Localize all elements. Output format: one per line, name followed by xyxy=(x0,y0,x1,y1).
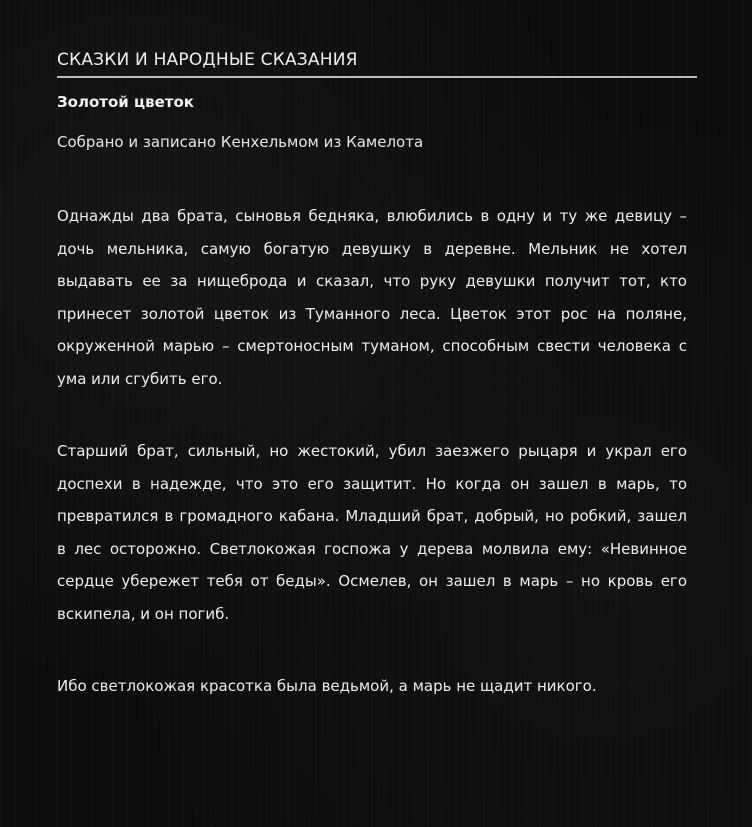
story-paragraph-1: Однажды два брата, сыновья бедняка, влюбились в одну и ту же девицу – дочь мельника, самую богатую девушку в деревне. Мельник не хотел выдавать ее за нищеброда и сказал, что руку девушки получит тот, кто принесет золотой цветок из Туманного леса. Цветок этот рос на поляне, окруженной марью – смертоносным туманом, способным свести человека с ума или сгубить его. xyxy=(57,207,687,388)
author-line: Собрано и записано Кенхельмом из Камелота xyxy=(57,133,424,151)
story-paragraph-2: Старший брат, сильный, но жестокий, убил заезжего рыцаря и украл его доспехи в надежде, что это его защитит. Но когда он зашел в марь, то превратился в громадного кабана. Младший брат, добрый, но робкий, зашел в лес осторожно. Светлокожая госпожа у дерева молвила ему: «Невинное сердце убережет тебя от беды». Осмелев, он зашел в марь – но кровь его вскипела, и он погиб. xyxy=(57,442,687,623)
book-page xyxy=(57,48,697,703)
section-header: СКАЗКИ И НАРОДНЫЕ СКАЗАНИЯ xyxy=(57,48,697,78)
story-paragraph-3: Ибо светлокожая красотка была ведьмой, а марь не щадит никого. xyxy=(57,677,597,695)
entry-title: Золотой цветок xyxy=(57,93,194,111)
